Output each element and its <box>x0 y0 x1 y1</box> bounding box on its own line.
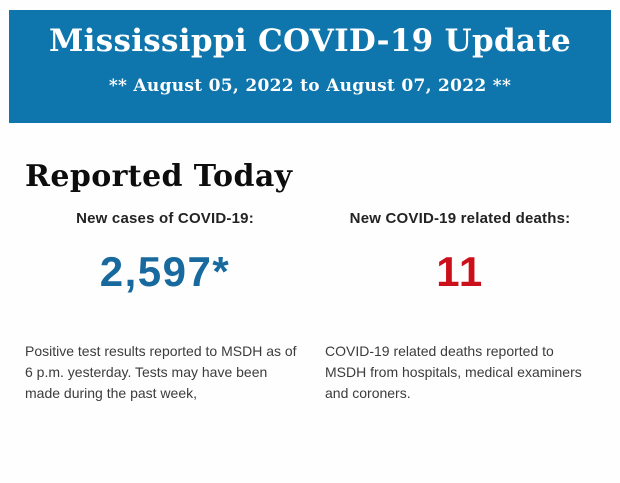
stat-column-new-cases <box>25 210 305 418</box>
new-cases-label: New cases of COVID-19: <box>76 210 254 227</box>
new-cases-value: 2,597* <box>99 248 231 295</box>
banner-date-range: ** August 05, 2022 to August 07, 2022 ** <box>108 76 512 96</box>
new-deaths-value: 11 <box>436 248 484 295</box>
section-heading-reported-today: Reported Today <box>25 159 293 195</box>
new-cases-description: Positive test results reported to MSDH as of 6 p.m. yesterday. Tests may have been made during the past week, <box>25 343 297 401</box>
header-banner <box>9 10 611 123</box>
new-deaths-description: COVID-19 related deaths reported to MSDH from hospitals, medical examiners and coroners. <box>325 343 582 401</box>
stat-column-new-deaths <box>325 210 595 418</box>
new-deaths-label: New COVID-19 related deaths: <box>349 210 571 227</box>
banner-title: Mississippi COVID-19 Update <box>49 23 571 59</box>
